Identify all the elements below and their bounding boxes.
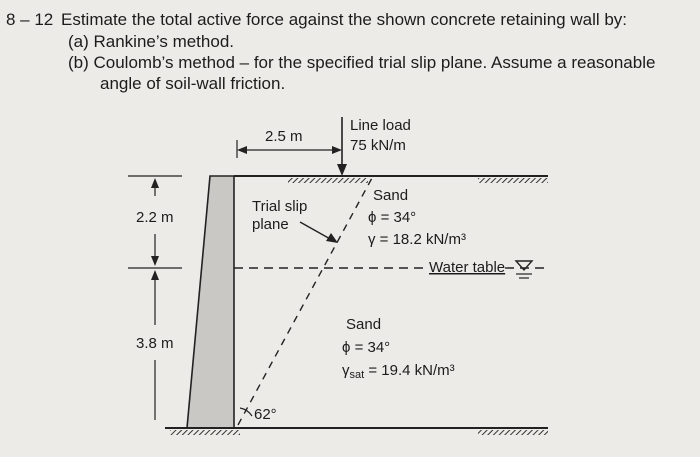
base-hatch-right [478, 430, 548, 435]
dim-arrow-left [237, 146, 247, 154]
trial-slip-label: Trial slip [252, 198, 308, 215]
angle-label: 62° [254, 406, 277, 423]
part-b-text-continued: angle of soil-wall friction. [100, 74, 286, 93]
retaining-wall [187, 176, 234, 428]
lower-soil-phi: ϕ = 34° [342, 339, 391, 356]
part-b-text: (b) Coulomb’s method – for the specified trial slip plane. Assume a reasonable [68, 53, 656, 72]
part-a-text: (a) Rankine’s method. [68, 32, 234, 51]
upper-soil-gamma: γ = 18.2 kN/m³ [368, 231, 466, 248]
dim-upper-label: 2.2 m [136, 209, 174, 226]
line-load-arrowhead [337, 164, 347, 176]
dim-upper-arrow-top [151, 178, 159, 188]
lower-soil-name: Sand [346, 316, 382, 333]
trial-slip-pointer [300, 222, 332, 240]
ground-hatch-right [478, 178, 548, 183]
trial-slip-label-2: plane [252, 216, 289, 233]
upper-soil-phi: ϕ = 34° [368, 209, 417, 226]
lower-soil-gamma: $\gamma_{sat} = 19.4$ kN/m³ [342, 362, 455, 381]
water-table-label: Water table [429, 259, 506, 276]
dim-width-label: 2.5 m [265, 128, 303, 145]
ground-hatch [288, 178, 368, 183]
upper-soil-name: Sand [373, 187, 409, 204]
water-table-symbol [516, 261, 532, 278]
dim-lower-arrow-top [151, 270, 159, 280]
dim-upper-arrow-bottom [151, 256, 159, 266]
dim-arrow-right [332, 146, 342, 154]
problem-number: 8 – 12 [6, 10, 54, 29]
line-load-value: 75 kN/m [350, 137, 406, 154]
base-hatch-left [170, 430, 240, 435]
line-load-label: Line load [350, 117, 411, 134]
problem-title: Estimate the total active force against the shown concrete retaining wall by: [61, 10, 628, 29]
dim-lower-label: 3.8 m [136, 335, 174, 352]
